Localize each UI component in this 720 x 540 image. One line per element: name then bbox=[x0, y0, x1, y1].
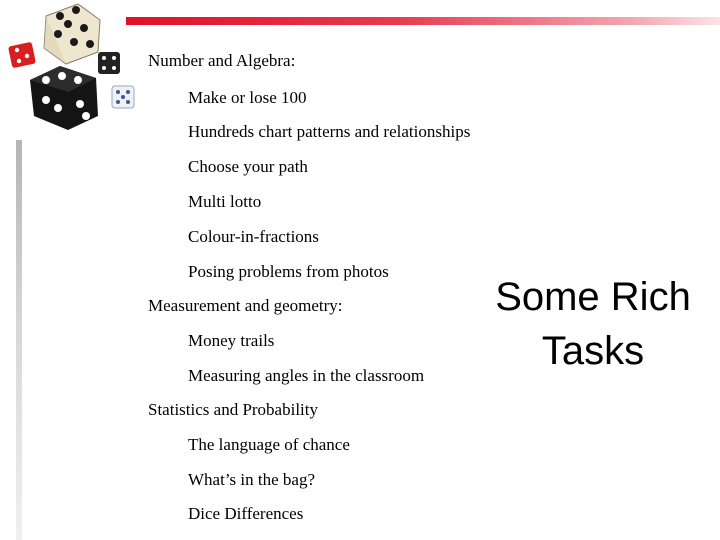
list-item: Choose your path bbox=[188, 157, 308, 176]
small-white-die-icon bbox=[112, 86, 134, 108]
list-item: Measuring angles in the classroom bbox=[188, 366, 425, 385]
list-item: Dice Differences bbox=[188, 504, 304, 523]
list-item: The language of chance bbox=[188, 435, 350, 454]
list-item: Colour-in-fractions bbox=[188, 227, 319, 246]
list-item: Money trails bbox=[188, 331, 275, 350]
section-heading-measurement-geometry: Measurement and geometry: bbox=[148, 296, 343, 315]
list-item: Multi lotto bbox=[188, 192, 262, 211]
slide-title bbox=[486, 270, 700, 378]
small-black-die-icon bbox=[98, 52, 120, 74]
big-black-die-icon bbox=[30, 66, 98, 130]
list-item: Make or lose 100 bbox=[188, 88, 307, 107]
top-accent-bar bbox=[126, 17, 720, 25]
dice-cluster-image bbox=[0, 0, 140, 140]
list-item: What’s in the bag? bbox=[188, 470, 315, 489]
red-die-icon bbox=[8, 42, 36, 69]
left-accent-bar bbox=[16, 140, 22, 540]
list-item: Hundreds chart patterns and relationships bbox=[188, 122, 471, 141]
slide-title-line-1: Some Rich bbox=[495, 275, 691, 319]
section-heading-statistics-probability: Statistics and Probability bbox=[148, 400, 318, 419]
section-heading-number-algebra: Number and Algebra: bbox=[148, 51, 296, 70]
slide-title-line-2: Tasks bbox=[541, 329, 645, 373]
list-item: Posing problems from photos bbox=[188, 262, 389, 281]
cream-die-icon bbox=[44, 4, 100, 64]
